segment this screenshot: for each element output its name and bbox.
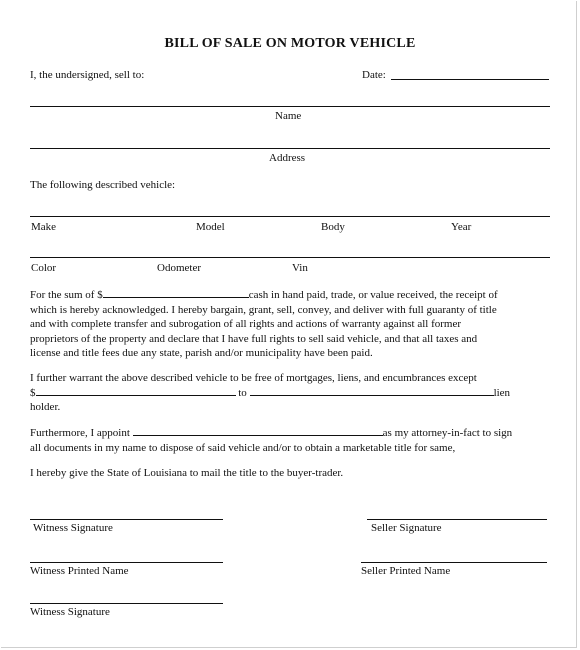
payment-amount-field[interactable] <box>103 288 249 298</box>
seller-signature-label: Seller Signature <box>371 522 442 534</box>
warranty-dollar-sign: $ <box>30 386 36 399</box>
date-field[interactable] <box>391 79 549 80</box>
date-label: Date: <box>362 69 386 81</box>
witness-signature-2-label: Witness Signature <box>30 606 110 618</box>
payment-line2: which is hereby acknowledged. I hereby bargain, grant, sell, convey, and deliver with full guaranty of title <box>30 303 497 316</box>
vin-label: Vin <box>292 262 308 274</box>
warranty-lien-label: lien <box>493 386 511 399</box>
odometer-label: Odometer <box>157 262 201 274</box>
payment-line4: proprietors of the property and declare that I have full rights to sell said vehicle, and that all taxes and <box>30 332 478 345</box>
undersigned-text: I, the undersigned, sell to: <box>30 69 145 81</box>
make-label: Make <box>31 221 57 233</box>
warranty-paragraph <box>30 371 552 415</box>
document-title: BILL OF SALE ON MOTOR VEHICLE <box>164 36 416 51</box>
witness-printed-name-field[interactable] <box>30 562 223 563</box>
attorney-paragraph <box>30 426 552 455</box>
seller-signature-field[interactable] <box>367 519 547 520</box>
body-label: Body <box>321 221 345 233</box>
warranty-to-label: to <box>238 386 247 399</box>
address-label: Address <box>269 152 306 164</box>
buyer-name-field[interactable] <box>30 106 550 107</box>
warranty-line1: I further warrant the above described vehicle to be free of mortgages, liens, and encumbrances except <box>30 372 477 384</box>
seller-printed-name-field[interactable] <box>361 562 547 563</box>
payment-line3: and with complete transfer and subrogation of all rights and actions of warranty against all former <box>30 318 462 330</box>
buyer-address-field[interactable] <box>30 148 550 149</box>
attorney-line1-end: as my attorney-in-fact to sign <box>382 427 513 439</box>
seller-printed-name-label: Seller Printed Name <box>361 565 451 577</box>
lien-amount-field[interactable] <box>36 386 236 396</box>
attorney-appoint-label: Furthermore, I appoint <box>30 427 130 439</box>
vehicle-row1-field[interactable] <box>30 216 550 217</box>
attorney-name-field[interactable] <box>133 426 383 436</box>
described-vehicle-text: The following described vehicle: <box>30 179 176 191</box>
attorney-line2: all documents in my name to dispose of said vehicle and/or to obtain a marketable title for same, <box>30 441 456 454</box>
witness-signature-1-field[interactable] <box>30 519 223 520</box>
payment-line1-end: cash in hand paid, trade, or value received, the receipt of <box>248 289 498 301</box>
payment-line5: license and title fees due any state, parish and/or municipality have been paid. <box>30 347 373 359</box>
name-label: Name <box>275 110 302 122</box>
witness-signature-2-field[interactable] <box>30 603 223 604</box>
louisiana-text: I hereby give the State of Louisiana to mail the title to the buyer-trader. <box>30 467 344 479</box>
payment-sum-label: For the sum of $ <box>30 289 103 301</box>
year-label: Year <box>451 221 472 233</box>
lien-holder-field[interactable] <box>250 386 494 396</box>
vehicle-row2-field[interactable] <box>30 257 550 258</box>
witness-printed-name-label: Witness Printed Name <box>30 565 129 577</box>
model-label: Model <box>196 221 225 233</box>
witness-signature-1-label: Witness Signature <box>33 522 113 534</box>
payment-paragraph <box>30 288 552 361</box>
color-label: Color <box>31 262 57 274</box>
warranty-line3: holder. <box>30 401 61 413</box>
